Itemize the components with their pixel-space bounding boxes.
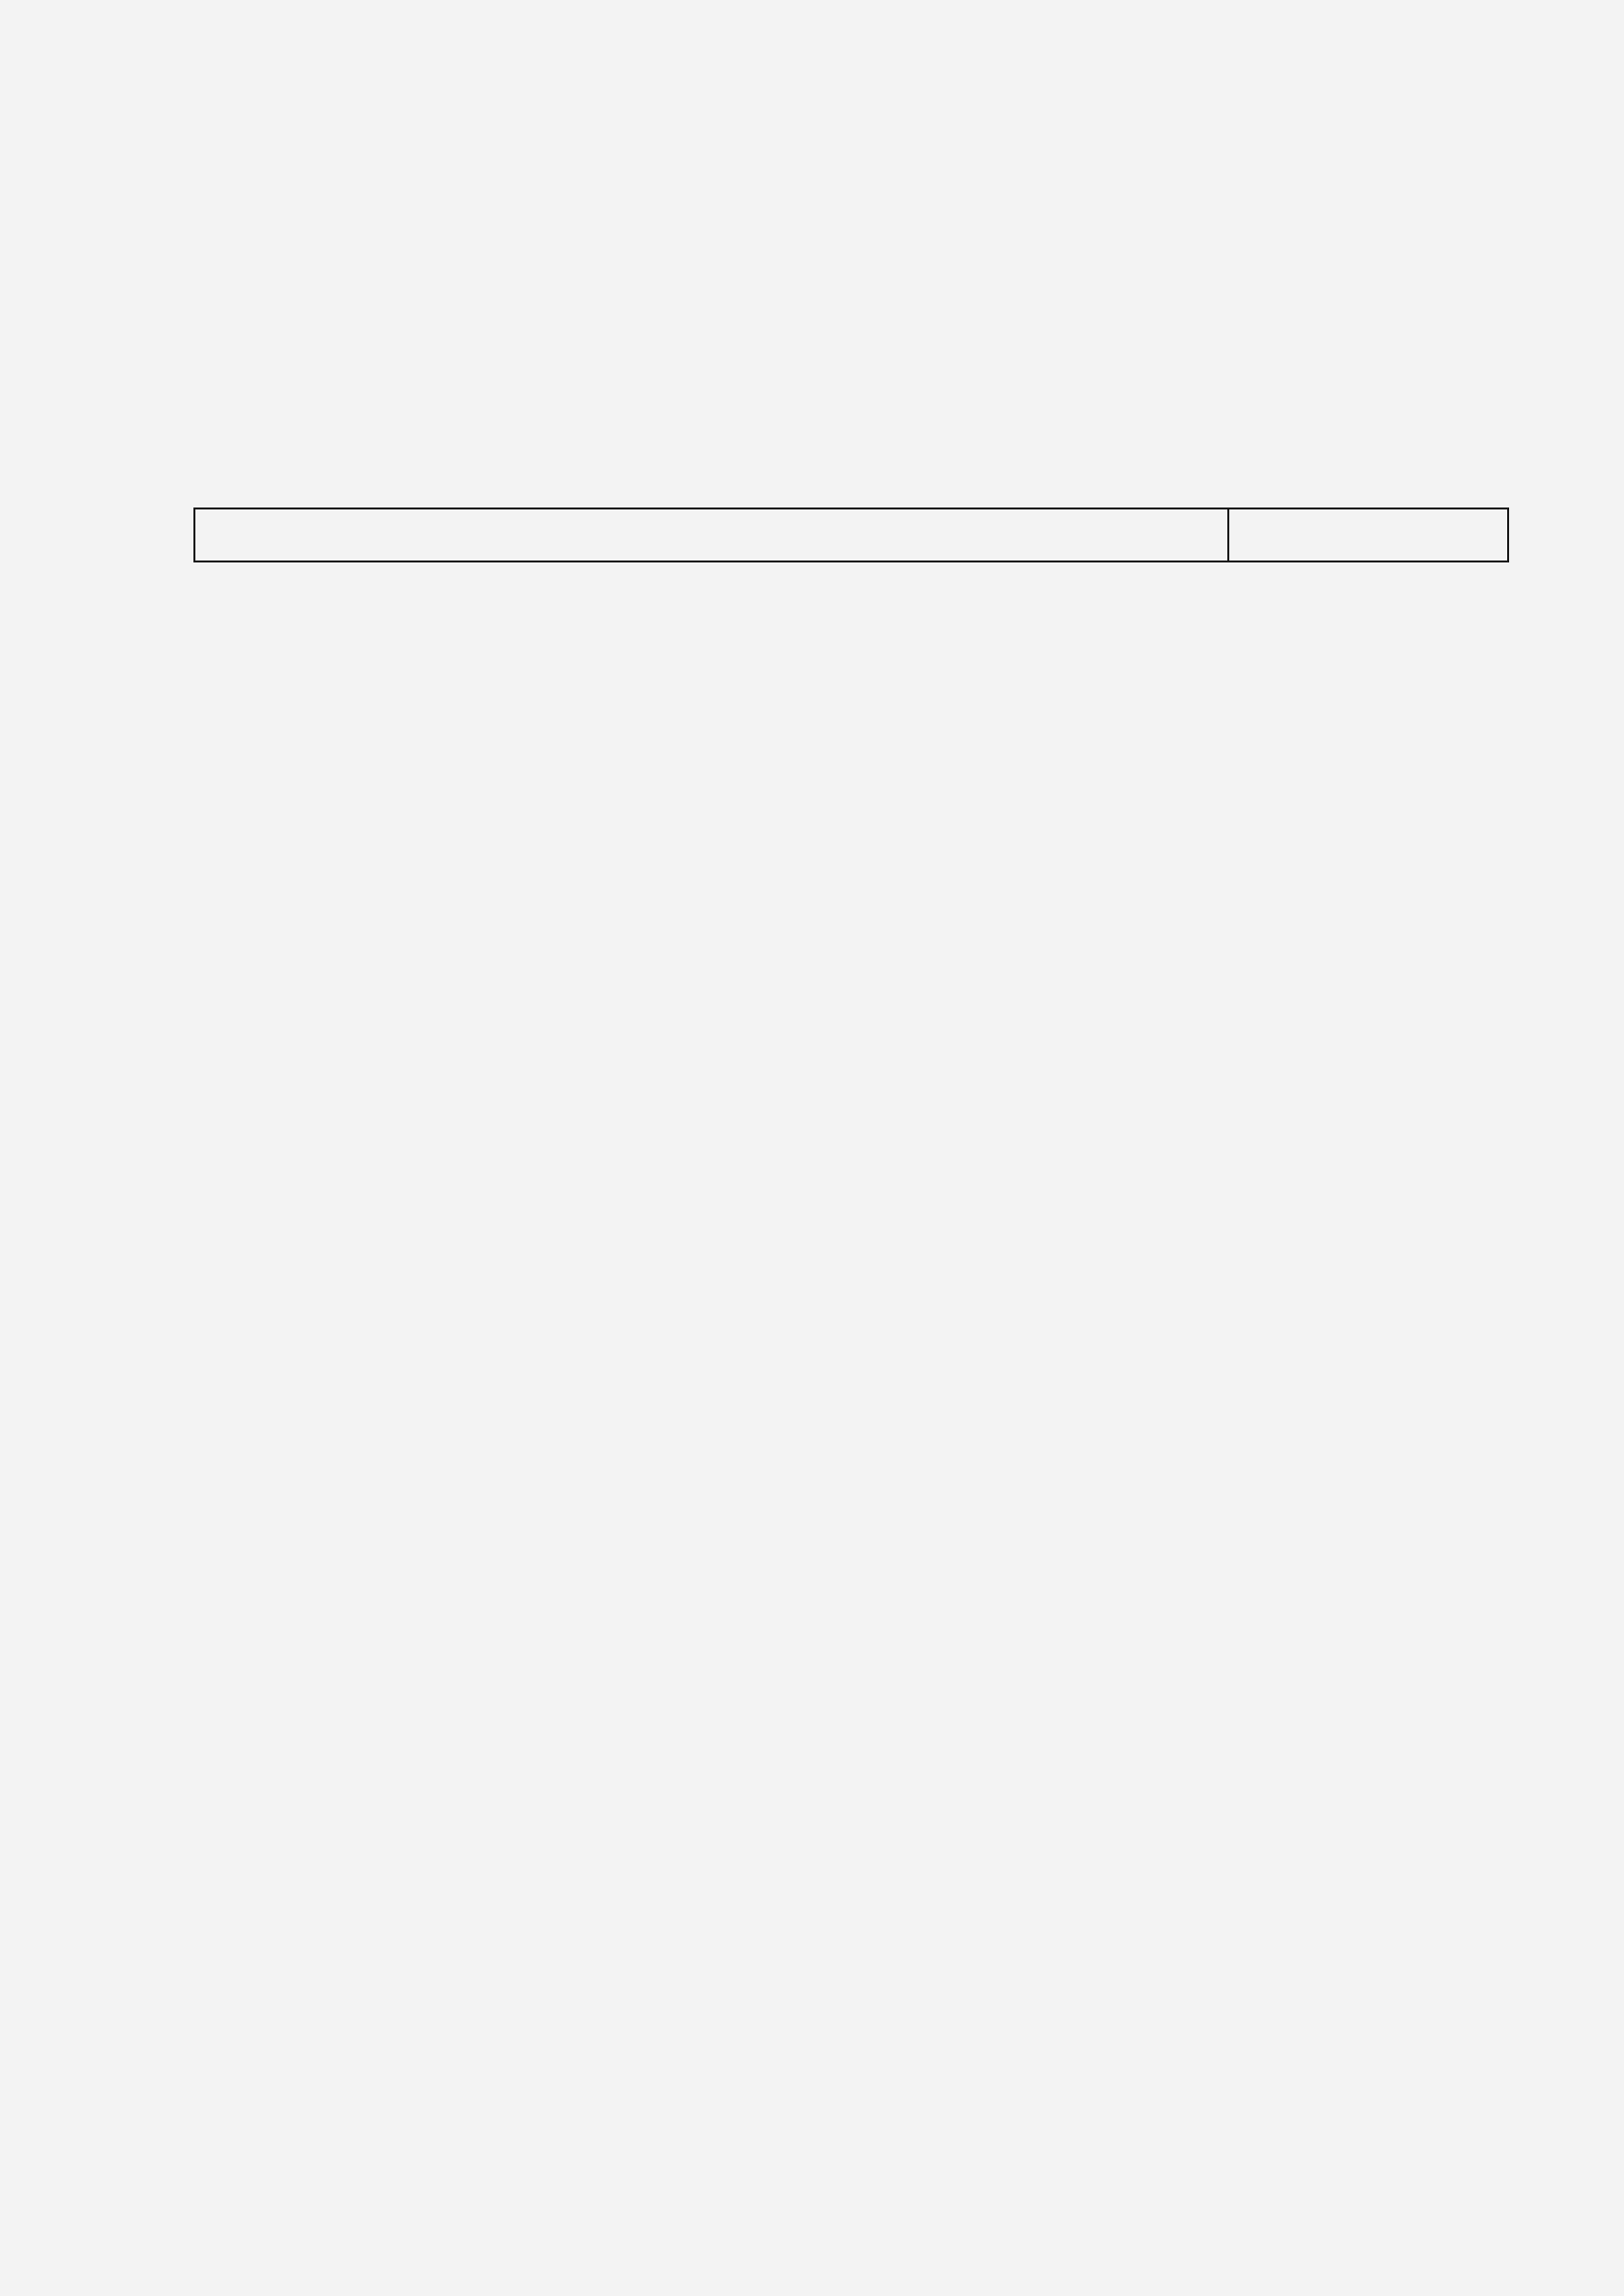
table1-header-name xyxy=(194,508,1228,561)
table1-header-symbol xyxy=(1228,508,1508,561)
table1-caption xyxy=(192,435,1508,463)
table-b1 xyxy=(193,507,1509,562)
table2-caption xyxy=(192,1352,1508,1380)
